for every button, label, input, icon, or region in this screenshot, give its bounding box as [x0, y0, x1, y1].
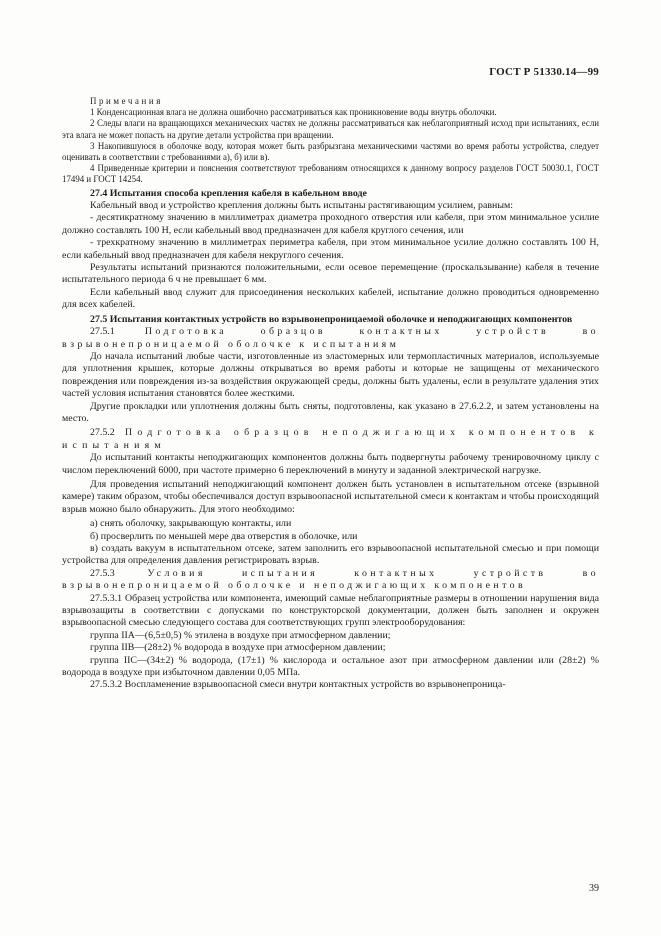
page-content: [62, 96, 599, 692]
section-27-4-heading: 27.4 Испытания способа крепления кабеля в кабельном вводе: [90, 187, 367, 199]
gas-group-iia: группа IIA—(6,5±0,5) % этилена в воздухе при атмосферном давлении;: [90, 629, 391, 641]
notes-block: [62, 96, 599, 186]
gas-group-iib: группа IIB—(28±2) % водорода в воздухе при атмосферном давлении;: [90, 642, 386, 654]
paragraph: 27.5.3.2 Воспламенение взрывоопасной смеси внутри контактных устройств во взрывонепроница-: [90, 679, 506, 691]
note-1: 1 Конденсационная влага не должна ошибочно рассматриваться как проникновение воды внутрь оболочки.: [90, 107, 497, 118]
list-item-b: б) просверлить по меньшей мере два отверстия в оболочке, или: [90, 530, 358, 542]
notes-title: Примечания: [90, 96, 163, 106]
page-number: 39: [589, 883, 599, 894]
paragraph: До испытаний контакты неподжигающих компонентов должны быть подвергнуты рабочему тренировочному циклу с числом переключений 6000, при частоте примерно 6 переключений в минуту и заданной электрической нагрузке.: [62, 452, 599, 476]
list-item-c: в) создать вакуум в испытательном отсеке, затем заполнить его взрывоопасной испытательной смесью и при помощи устройства для определения давления регистрировать взрыв.: [62, 543, 599, 567]
section-27-5-heading: 27.5 Испытания контактных устройств во взрывонепроницаемой оболочке и неподжигающих компонентов: [90, 313, 573, 325]
paragraph: Для проведения испытаний неподжигающий компонент должен быть установлен в испытательном отсеке (взрывной камере) таким образом, чтобы обеспечивался доступ взрывоопасной испытательной смеси к контактам и чтобы происходящий взрыв можно было обнаружить. Для этого необходимо:: [62, 478, 599, 515]
subsection-27-5-2-heading: 27.5.2 Подготовка образцов неподжигающих компонентов к испытаниям: [62, 427, 599, 451]
list-item-a: а) снять оболочку, закрывающую контакты, или: [90, 518, 292, 530]
subsection-27-5-1-heading: 27.5.1 Подготовка образцов контактных устройств во взрывонепроницаемой оболочке к испытаниям: [62, 326, 599, 350]
gas-group-iic: группа IIC—(34±2) % водорода, (17±1) % кислорода и остальное азот при атмосферном давлении или (28±2) % водорода в воздухе при избыточном давлении 0,05 МПа.: [62, 654, 599, 679]
paragraph: До начала испытаний любые части, изготовленные из эластомерных или термопластичных материалов, используемые для уплотнения крышек, которые должны открываться во время работы и которые не защищены от механического повреждения или повреждения из-за воздействия окружающей среды, должны быть удалены, если в результате удаления этих частей условия испытания становятся более жесткими.: [62, 350, 599, 400]
paragraph: 27.5.3.1 Образец устройства или компонента, имеющий самые неблагоприятные размеры в отношении нарушения вида взрывозащиты в соответствии с допусками по конструкторской документации, должен быть заполнен и окружен взрывоопасной смесью следующего состава для соответствующих групп электрооборудования:: [62, 592, 599, 629]
paragraph: Результаты испытаний признаются положительными, если осевое перемещение (проскальзывание) кабеля в течение испытательного периода 6 ч не превышает 6 мм.: [62, 262, 599, 286]
note-2: 2 Следы влаги на вращающихся механических частях не должны рассматриваться как неблагоприятный исход при испытаниях, если эта влага не может попасть на другие детали устройства при вращении.: [62, 118, 599, 140]
note-4: 4 Приведенные критерии и пояснения соответствуют требованиям относящихся к данному вопросу разделов ГОСТ 50030.1, ГОСТ 17494 и ГОСТ 14254.: [62, 163, 599, 185]
paragraph: - трехкратному значению в миллиметрах периметра кабеля, при этом минимальное усилие должно составлять 100 Н, если кабельный ввод предназначен для кабеля некруглого сечения.: [62, 237, 599, 261]
subsection-27-5-3-heading: 27.5.3 Условия испытания контактных устройств во взрывонепроницаемой оболочке и неподжигающих компонентов: [62, 567, 600, 592]
paragraph: - десятикратному значению в миллиметрах диаметра проходного отверстия или кабеля, при этом минимальное усилие должно составлять 100 Н, если кабельный ввод предназначен для кабеля круглого сечения, или: [62, 212, 599, 236]
main-text: [62, 188, 599, 692]
document-code: ГОСТ Р 51330.14—99: [489, 66, 599, 78]
paragraph: Если кабельный ввод служит для присоединения нескольких кабелей, испытание должно проводиться одновременно для всех кабелей.: [62, 286, 599, 311]
note-3: 3 Накопившуюся в оболочке воду, которая может быть разбрызгана механическими частями во время работы устройства, следует оценивать в соответствии с требованиями а), б) или в).: [62, 140, 599, 163]
paragraph: Другие прокладки или уплотнения должны быть сняты, подготовлены, как указано в 27.6.2.2, и затем установлены на место.: [62, 400, 599, 424]
paragraph: Кабельный ввод и устройство крепления должны быть испытаны растягивающим усилием, равным:: [90, 200, 513, 212]
